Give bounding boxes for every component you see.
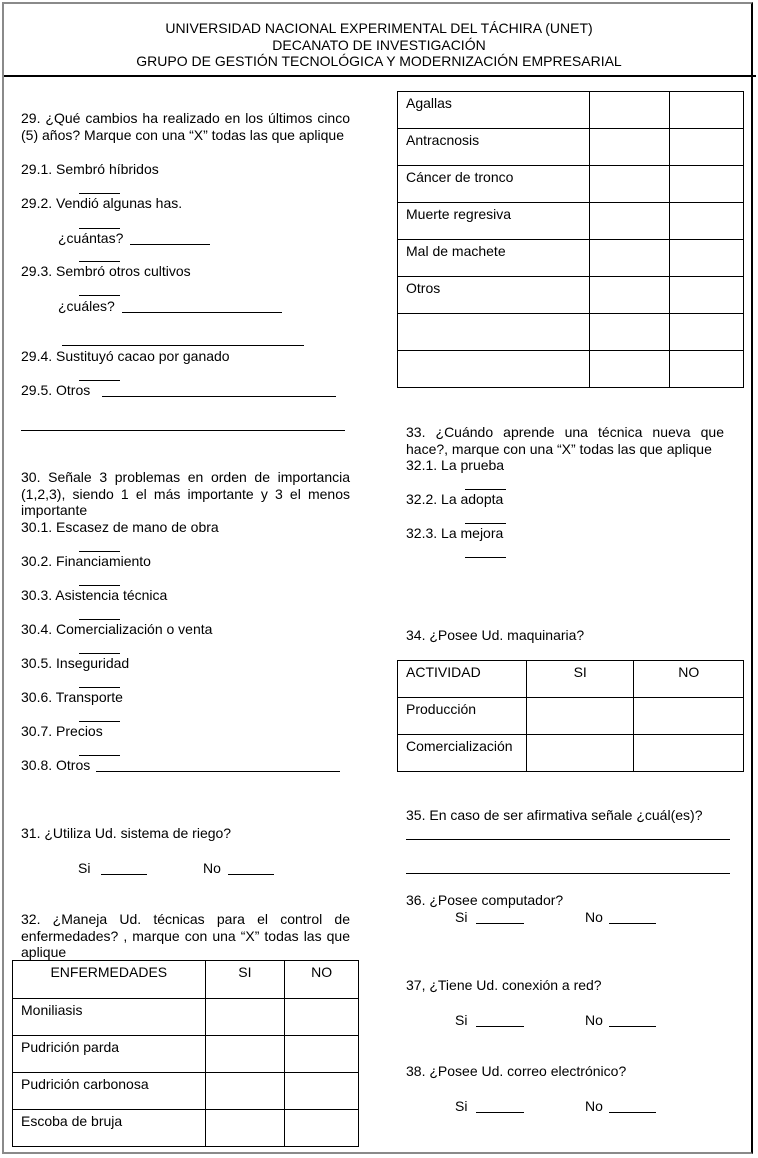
q29-question: 29. ¿Qué cambios ha realizado en los últimos cinco (5) años? Marque con una “X” todas las que aplique xyxy=(21,110,350,143)
q37-si-input[interactable] xyxy=(476,1026,524,1027)
q36-no-input[interactable] xyxy=(609,923,656,924)
header-actividad: ACTIVIDAD xyxy=(398,661,527,698)
q31-question: 31. ¿Utiliza Ud. sistema de riego? xyxy=(21,825,232,841)
disease-name: Muerte regresiva xyxy=(398,203,590,240)
q30-item-3: 30.3. Asistencia técnica xyxy=(21,587,168,603)
q33-item-2: 32.2. La adopta xyxy=(406,491,504,507)
header-deanery: DECANATO DE INVESTIGACIÓN xyxy=(272,36,486,53)
q31-no-input[interactable] xyxy=(228,874,274,875)
q30-item-2: 30.2. Financiamiento xyxy=(21,553,151,569)
q36-no-label: No xyxy=(585,909,603,925)
si-cell[interactable] xyxy=(589,92,670,129)
si-cell[interactable] xyxy=(205,1073,285,1110)
si-cell[interactable] xyxy=(526,735,633,772)
si-cell[interactable] xyxy=(205,1110,285,1147)
disease-name: Antracnosis xyxy=(398,129,590,166)
q29-item-4-blank[interactable] xyxy=(79,380,120,381)
q29-item-2-blank[interactable] xyxy=(79,228,120,229)
header-enfermedades: ENFERMEDADES xyxy=(13,961,206,999)
q30-item-3-blank[interactable] xyxy=(79,619,120,620)
si-cell[interactable] xyxy=(589,129,670,166)
header-group: GRUPO DE GESTIÓN TECNOLÓGICA Y MODERNIZACIÓN EMPRESARIAL xyxy=(136,53,622,69)
disease-name: Pudrición parda xyxy=(13,1036,206,1073)
q30-item-8: 30.8. Otros xyxy=(21,757,91,773)
q31-si-label: Si xyxy=(78,860,91,876)
q30-item-1: 30.1. Escasez de mano de obra xyxy=(21,519,219,535)
disease-name: Otros xyxy=(398,277,590,314)
si-cell[interactable] xyxy=(205,999,285,1036)
si-cell[interactable] xyxy=(589,314,670,351)
no-cell[interactable] xyxy=(285,1110,359,1147)
no-cell[interactable] xyxy=(670,166,744,203)
table-row xyxy=(398,203,744,240)
q35-question: 35. En caso de ser afirmativa señale ¿cuál(es)? xyxy=(406,807,703,823)
q36-si-label: Si xyxy=(455,909,468,925)
disease-name: Escoba de bruja xyxy=(13,1110,206,1147)
disease-name-blank[interactable] xyxy=(398,351,590,388)
q31-no-label: No xyxy=(203,860,221,876)
q33-item-2-blank[interactable] xyxy=(465,523,506,524)
header-divider xyxy=(4,75,756,77)
table-row xyxy=(13,1073,359,1110)
q33-item-1-blank[interactable] xyxy=(465,489,506,490)
page-header xyxy=(0,20,758,70)
no-cell[interactable] xyxy=(670,277,744,314)
q37-question: 37, ¿Tiene Ud. conexión a red? xyxy=(406,977,602,993)
q38-question: 38. ¿Posee Ud. correo electrónico? xyxy=(406,1063,627,1079)
q38-no-label: No xyxy=(585,1098,603,1114)
enfermedades-table xyxy=(12,960,359,1147)
q29-item-2: 29.2. Vendió algunas has. xyxy=(21,195,183,211)
maquinaria-table xyxy=(397,660,744,772)
q33-item-3: 32.3. La mejora xyxy=(406,525,504,541)
q29-item-1-blank[interactable] xyxy=(79,193,120,194)
q29-cuantas-blank[interactable] xyxy=(79,261,120,262)
q30-item-6: 30.6. Transporte xyxy=(21,689,123,705)
q35-answer-line-2[interactable] xyxy=(406,873,730,874)
table-row xyxy=(398,698,744,735)
disease-name: Pudrición carbonosa xyxy=(13,1073,206,1110)
q29-cuales-input-2[interactable] xyxy=(62,345,304,346)
table-row xyxy=(398,351,744,388)
header-no: NO xyxy=(634,661,744,698)
table-row xyxy=(13,1110,359,1147)
q29-otros-input[interactable] xyxy=(102,396,336,397)
disease-name: Agallas xyxy=(398,92,590,129)
q29-item-3: 29.3. Sembró otros cultivos xyxy=(21,263,191,279)
q29-cuales-input[interactable] xyxy=(122,312,282,313)
no-cell[interactable] xyxy=(670,314,744,351)
header-si: SI xyxy=(526,661,633,698)
q37-no-input[interactable] xyxy=(609,1026,656,1027)
q36-si-input[interactable] xyxy=(476,923,524,924)
q30-question: 30. Señale 3 problemas en orden de importancia (1,2,3), siendo 1 el más importante y 3 el menos importante xyxy=(21,469,350,518)
q33-question: 33. ¿Cuándo aprende una técnica nueva que hace?, marque con una “X” todas las que aplique xyxy=(406,424,724,457)
disease-name: Mal de machete xyxy=(398,240,590,277)
table-row xyxy=(13,1036,359,1073)
no-cell[interactable] xyxy=(670,351,744,388)
no-cell[interactable] xyxy=(670,92,744,129)
activity-name: Comercialización xyxy=(398,735,527,772)
enfermedades-table-continued xyxy=(397,91,744,388)
q29-item-1: 29.1. Sembró híbridos xyxy=(21,161,159,177)
q38-si-label: Si xyxy=(455,1098,468,1114)
q37-si-label: Si xyxy=(455,1012,468,1028)
q30-item-7-blank[interactable] xyxy=(79,755,120,756)
table-row xyxy=(398,129,744,166)
q33-item-1: 32.1. La prueba xyxy=(406,457,505,473)
si-cell[interactable] xyxy=(589,351,670,388)
table-row xyxy=(398,166,744,203)
q30-item-7: 30.7. Precios xyxy=(21,723,103,739)
no-cell[interactable] xyxy=(285,999,359,1036)
q30-otros-input[interactable] xyxy=(96,771,340,772)
q33-item-3-blank[interactable] xyxy=(465,557,506,558)
q30-item-5-blank[interactable] xyxy=(79,687,120,688)
table-row xyxy=(398,92,744,129)
si-cell[interactable] xyxy=(589,240,670,277)
no-cell[interactable] xyxy=(670,240,744,277)
table-header-row xyxy=(13,961,359,999)
q29-item-4: 29.4. Sustituyó cacao por ganado xyxy=(21,348,230,364)
q29-cuales-label: ¿cuáles? xyxy=(58,298,115,314)
no-cell[interactable] xyxy=(285,1073,359,1110)
q38-si-input[interactable] xyxy=(476,1112,524,1113)
no-cell[interactable] xyxy=(634,698,744,735)
q30-item-5: 30.5. Inseguridad xyxy=(21,655,130,671)
table-row xyxy=(13,999,359,1036)
q38-no-input[interactable] xyxy=(609,1112,656,1113)
no-cell[interactable] xyxy=(634,735,744,772)
q30-item-4: 30.4. Comercialización o venta xyxy=(21,621,213,637)
no-cell[interactable] xyxy=(285,1036,359,1073)
disease-name: Moniliasis xyxy=(13,999,206,1036)
q30-item-1-blank[interactable] xyxy=(79,551,120,552)
q30-item-2-blank[interactable] xyxy=(79,585,120,586)
table-row xyxy=(398,735,744,772)
table-row xyxy=(398,277,744,314)
disease-name: Cáncer de tronco xyxy=(398,166,590,203)
table-header-row xyxy=(398,661,744,698)
q37-no-label: No xyxy=(585,1012,603,1028)
q29-cuantas-input[interactable] xyxy=(130,244,210,245)
activity-name: Producción xyxy=(398,698,527,735)
q29-cuantas-label: ¿cuántas? xyxy=(58,230,124,246)
table-row xyxy=(398,240,744,277)
q35-answer-line-1[interactable] xyxy=(406,839,730,840)
q30-item-6-blank[interactable] xyxy=(79,721,120,722)
q34-question: 34. ¿Posee Ud. maquinaria? xyxy=(406,627,585,643)
header-no: NO xyxy=(285,961,359,999)
q31-si-input[interactable] xyxy=(101,874,147,875)
si-cell[interactable] xyxy=(589,166,670,203)
table-row xyxy=(398,314,744,351)
header-university: UNIVERSIDAD NACIONAL EXPERIMENTAL DEL TÁCHIRA (UNET) xyxy=(165,20,593,36)
si-cell[interactable] xyxy=(526,698,633,735)
q36-question: 36. ¿Posee computador? xyxy=(406,892,564,908)
q29-item-3-blank[interactable] xyxy=(79,295,120,296)
q29-item-5: 29.5. Otros xyxy=(21,382,91,398)
q30-item-4-blank[interactable] xyxy=(79,653,120,654)
disease-name-blank[interactable] xyxy=(398,314,590,351)
q32-question: 32. ¿Maneja Ud. técnicas para el control de enfermedades? , marque con una “X” todas las que aplique xyxy=(21,911,350,960)
q29-otros-input-2[interactable] xyxy=(21,430,345,431)
si-cell[interactable] xyxy=(589,203,670,240)
header-si: SI xyxy=(205,961,285,999)
no-cell[interactable] xyxy=(670,203,744,240)
no-cell[interactable] xyxy=(670,129,744,166)
si-cell[interactable] xyxy=(205,1036,285,1073)
si-cell[interactable] xyxy=(589,277,670,314)
